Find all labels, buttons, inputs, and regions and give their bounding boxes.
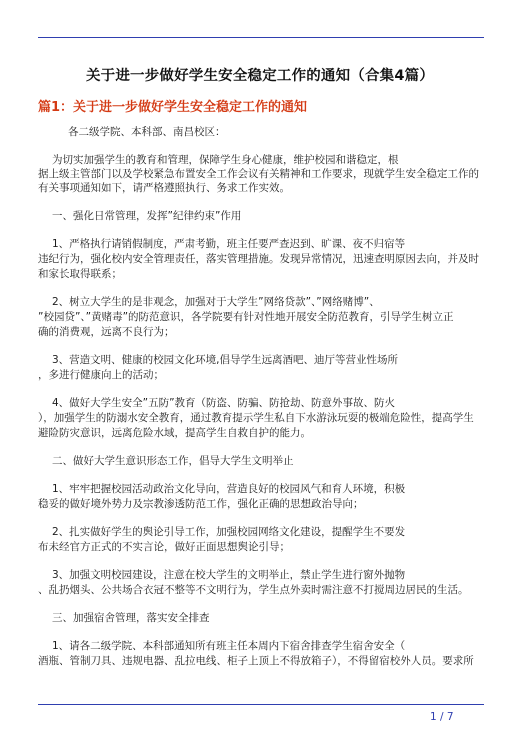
bottom-rule [38, 704, 484, 705]
paragraph-line: 1、严格执行请销假制度，严肃考勤，班主任要严查迟到、旷课、夜不归宿等 [52, 238, 406, 250]
paragraph-line: 稳妥的做好境外势力及宗教渗透防范工作，强化正确的思想政治导向； [38, 498, 364, 510]
paragraph-line: 酒瓶、管制刀具、违规电器、乱拉电线、柜子上顶上不得放箱子），不得留宿校外人员。要求所 [38, 655, 474, 667]
paragraph-line: 布未经官方正式的不实言论，做好正面思想舆论引导； [38, 541, 290, 553]
heading-1: 一、强化日常管理，发挥”纪律约束”作用 [52, 210, 242, 222]
paragraph-line: 确的消费观，远离不良行为； [38, 326, 175, 338]
paragraph-line: 和家长取得联系； [38, 268, 122, 280]
top-rule [38, 37, 484, 38]
heading-3: 三、加强宿舍管理，落实安全排查 [52, 612, 210, 624]
paragraph-line: 4、做好大学生安全”五防”教育（防盗、防骗、防抢劫、防意外事故、防火 [52, 397, 396, 409]
paragraph-line: 2、扎实做好学生的舆论引导工作，加强校园网络文化建设，提醒学生不要发 [52, 526, 406, 538]
paragraph-line: 1、请各二级学院、本科部通知所有班主任本周内下宿舍排查学生宿舍安全（ [52, 640, 406, 652]
heading-2: 二、做好大学生意识形态工作，倡导大学生文明举止 [52, 455, 294, 467]
paragraph-line: 、乱扔烟头、公共场合衣冠不整等不文明行为，学生点外卖时需注意不打搅周边居民的生活。 [38, 584, 469, 596]
intro-line: 据上级主管部门以及学校紧急布置安全工作会议有关精神和工作要求，现就学生安全稳定工作的 [38, 168, 479, 180]
paragraph-line: 2、树立大学生的是非观念，加强对于大学生”网络贷款”、”网络赌博”、 [52, 296, 380, 308]
page-number: 1 / 7 [430, 711, 454, 723]
intro-line: 为切实加强学生的教育和管理，保障学生身心健康，维护校园和谐稳定，根 [52, 154, 399, 166]
paragraph-line: 3、加强文明校园建设，注意在校大学生的文明举止，禁止学生进行窗外抛物 [52, 569, 406, 581]
intro-line: 有关事项通知如下，请严格遵照执行、务求工作实效。 [38, 182, 290, 194]
paragraph-line: ，多进行健康向上的活动； [38, 369, 164, 381]
paragraph-line: ），加强学生的防溺水安全教育，通过教育提示学生私自下水游泳玩耍的极端危险性，提高学生 [38, 412, 474, 424]
salutation: 各二级学院、本科部、南昌校区： [68, 126, 226, 138]
document-title: 关于进一步做好学生安全稳定工作的通知（合集4篇） [85, 68, 435, 84]
paragraph-line: 违纪行为，强化校内安全管理责任，落实管理措施。发现异常情况，迅速查明原因去向，并及时 [38, 253, 479, 265]
paragraph-line: 1、牢牢把握校园活动政治文化导向，营造良好的校园风气和育人环境，积极 [52, 483, 406, 495]
paragraph-line: ”校园贷”、”黄赌毒”的防范意识，各学院要有针对性地开展安全防范教育，引导学生树立正 [38, 311, 454, 323]
paragraph-line: 3、营造文明、健康的校园文化环境,倡导学生远离酒吧、迪厅等营业性场所 [52, 354, 399, 366]
section-title: 篇1：关于进一步做好学生安全稳定工作的通知 [38, 100, 308, 115]
paragraph-line: 避险防灾意识，远离危险水域，提高学生自救自护的能力。 [38, 427, 311, 439]
